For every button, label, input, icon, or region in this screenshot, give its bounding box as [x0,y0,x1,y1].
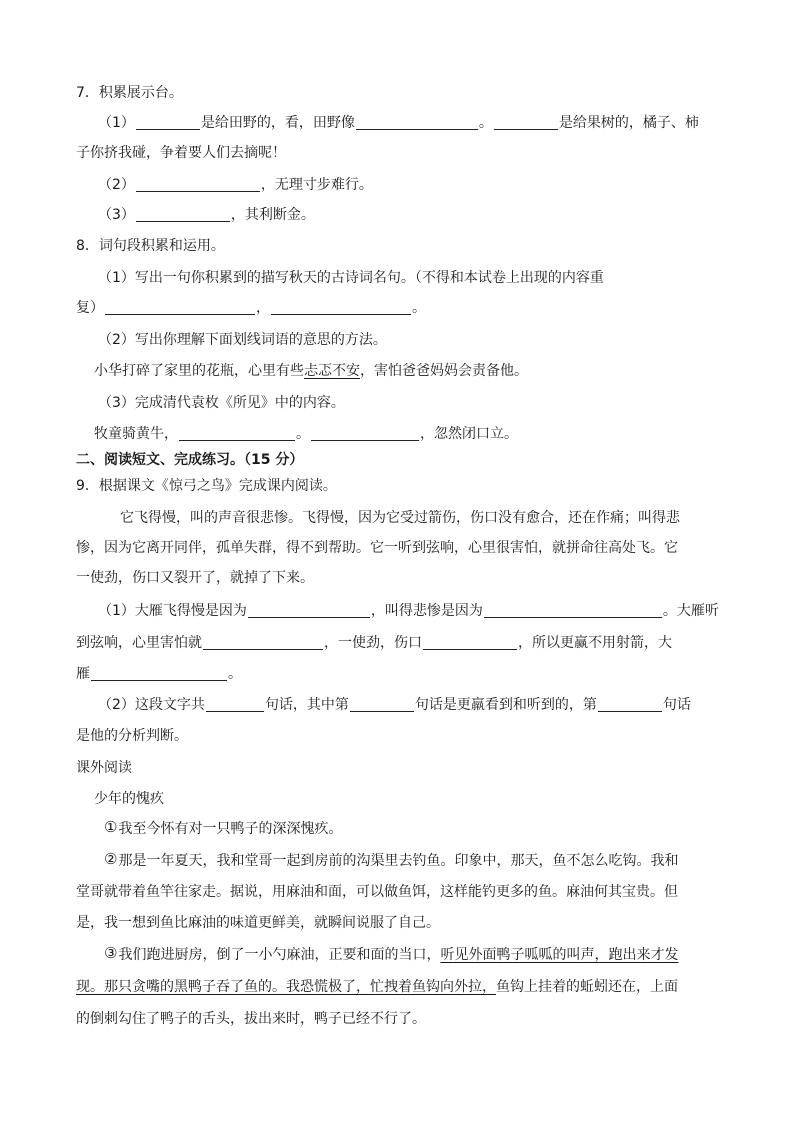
extra-reading-heading: 课外阅读 [76,760,132,776]
answer-blank[interactable] [494,113,558,130]
answer-blank[interactable] [206,695,264,712]
q9-sub1-line1: （1）大雁飞得慢是因为 ，叫得悲惨是因为 。大雁听 [98,603,719,619]
q9-passage-line3: 一使劲，伤口又裂开了，就掉了下来。 [76,570,314,586]
answer-blank[interactable] [484,601,662,618]
q9-sub1-line2: 到弦响，心里害怕就 ，一使劲，伤口 ，所以更赢不用射箭，大 [76,635,672,651]
q7-line4: （3） ，其利断金。 [98,207,315,223]
q8-sub2-sentence: 小华打碎了家里的花瓶，心里有些忐忑不安，害怕爸爸妈妈会责备他。 [94,363,528,379]
story-para2-line3: 是，我一想到鱼比麻油的味道更鲜美，就瞬间说服了自己。 [76,915,440,931]
answer-blank[interactable] [105,298,255,315]
answer-blank[interactable] [136,205,230,222]
answer-blank[interactable] [271,298,411,315]
answer-blank[interactable] [248,601,370,618]
q7-line3: （2） ，无理寸步难行。 [98,177,373,193]
story-para3-line1: ③我们跑进厨房，倒了一小勺麻油，正要和面的当口，听见外面鸭子呱呱的叫声，跑出来才发 [104,944,679,963]
answer-blank[interactable] [356,113,478,130]
q8-title: 8．词句段积累和运用。 [76,238,225,254]
q7-line1: （1） 是给田野的，看，田野像 。 是给果树的，橘子、柿 [98,115,699,131]
para-number-2: ② [104,850,118,868]
q9-sub2-line1: （2）这段文字共 句话，其中第 句话是更羸看到和听到的，第 句话 [98,697,691,713]
para-number-3: ③ [104,944,118,962]
q8-sub3-poem: 牧童骑黄牛， 。 ，忽然闭口立。 [94,426,518,442]
story-para2-line1: ②那是一年夏天，我和堂哥一起到房前的沟渠里去钓鱼。印象中，那天，鱼不怎么吃钩。我和 [104,850,679,869]
underlined-sentence: 听见外面鸭子呱呱的叫声，跑出来才发 [440,947,679,963]
q9-title: 9．根据课文《惊弓之鸟》完成课内阅读。 [76,478,337,494]
story-para3-line2: 现。那只贪嘴的黑鸭子吞了鱼的。我恐慌极了，忙拽着鱼钩向外拉，鱼钩上挂着的蚯蚓还在，上面 [76,979,678,995]
underlined-sentence: 现。那只贪嘴的黑鸭子吞了鱼的。我恐慌极了，忙拽着鱼钩向外拉， [76,979,496,995]
answer-blank[interactable] [136,175,260,192]
story-para1: ①我至今怀有对一只鸭子的深深愧疚。 [104,818,343,837]
q8-sub1: （1）写出一句你积累到的描写秋天的古诗词名句。（不得和本试卷上出现的内容重 [98,270,604,286]
story-title: 少年的愧疚 [94,791,164,807]
para-number-1: ① [104,818,118,836]
story-para3-line3: 的倒刺勾住了鸭子的舌头，拔出来时，鸭子已经不行了。 [76,1011,426,1027]
q8-sub3: （3）完成清代袁枚《所见》中的内容。 [98,395,345,411]
q8-sub1-answer: 复） ， 。 [76,300,426,316]
q9-sub1-line3: 雁 。 [76,666,242,682]
q7-title: 7．积累展示台。 [76,85,183,101]
q9-passage-line1: 它飞得慢，叫的声音很悲惨。飞得慢，因为它受过箭伤，伤口没有愈合，还在作痛；叫得悲 [120,510,680,526]
answer-blank[interactable] [350,695,414,712]
q9-sub2-line2: 是他的分析判断。 [76,728,188,744]
answer-blank[interactable] [423,633,517,650]
underlined-word: 忐忑不安 [304,363,360,379]
q9-passage-line2: 惨，因为它离开同伴，孤单失群，得不到帮助。它一听到弦响，心里很害怕，就拼命往高处飞。它 [76,540,678,556]
section-heading: 二、阅读短文、完成练习。（15 分） [76,452,304,468]
answer-blank[interactable] [203,633,323,650]
q8-sub2: （2）写出你理解下面划线词语的意思的方法。 [98,332,387,348]
answer-blank[interactable] [136,113,200,130]
answer-blank[interactable] [179,424,295,441]
q7-line2: 子你挤我碰，争着要人们去摘呢！ [76,145,286,161]
answer-blank[interactable] [91,664,227,681]
answer-blank[interactable] [311,424,419,441]
answer-blank[interactable] [598,695,662,712]
story-para2-line2: 堂哥就带着鱼竿往家走。据说，用麻油和面，可以做鱼饵，这样能钓更多的鱼。麻油何其宝贵。但 [76,884,678,900]
